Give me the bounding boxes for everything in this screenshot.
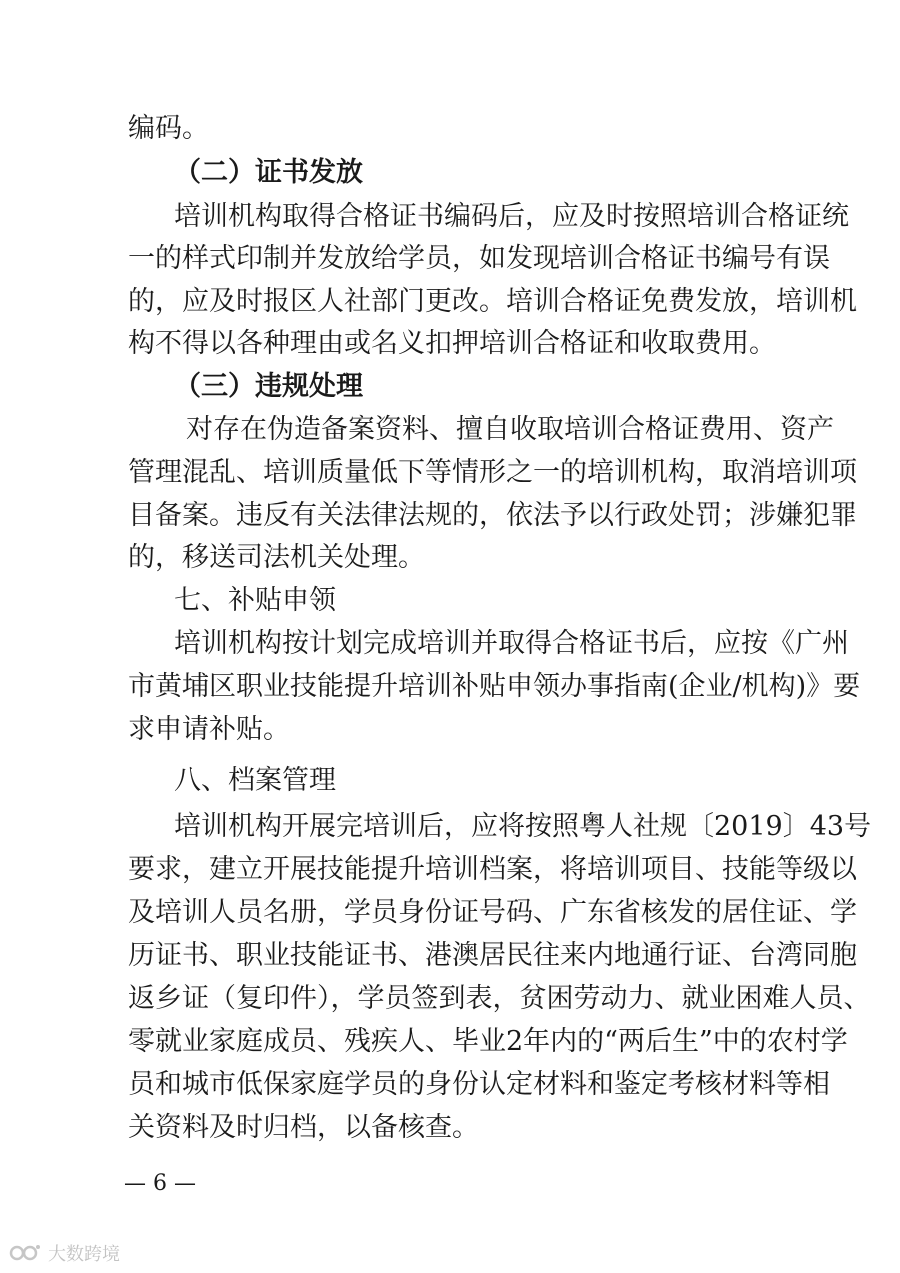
paragraph-line: 要求，建立开展技能提升培训档案，将培训项目、技能等级以 (128, 854, 857, 885)
watermark (8, 1240, 120, 1266)
page-number: — 6 — (124, 1171, 196, 1196)
paragraph-line: 历证书、职业技能证书、港澳居民往来内地通行证、台湾同胞 (128, 940, 857, 971)
section-heading-violation-handling: （三）违规处理 (174, 371, 363, 402)
section-heading-archive-management: 八、档案管理 (174, 765, 336, 796)
paragraph-line: 培训机构开展完培训后，应将按照粤人社规〔2019〕43号 (174, 811, 872, 842)
paragraph-line: 关资料及时归档，以备核查。 (128, 1112, 479, 1143)
section-heading-subsidy-claim: 七、补贴申领 (174, 585, 336, 616)
paragraph-line: 求申请补贴。 (128, 714, 290, 745)
paragraph-line: 员和城市低保家庭学员的身份认定材料和鉴定考核材料等相 (128, 1069, 830, 1100)
paragraph-line: 及培训人员名册，学员身份证号码、广东省核发的居住证、学 (128, 897, 857, 928)
paragraph-line: 市黄埔区职业技能提升培训补贴申领办事指南(企业/机构)》要 (128, 671, 861, 702)
paragraph-line: 培训机构取得合格证书编码后，应及时按照培训合格证统 (174, 201, 849, 232)
watermark-text: 大数跨境 (48, 1244, 120, 1265)
paragraph-line: 编码。 (128, 113, 209, 144)
paragraph-line: 返乡证（复印件），学员签到表，贫困劳动力、就业困难人员、 (128, 983, 871, 1014)
watermark-logo-icon (8, 1242, 42, 1264)
paragraph-line: 零就业家庭成员、残疾人、毕业2年内的“两后生”中的农村学 (128, 1026, 848, 1057)
paragraph-line: 管理混乱、培训质量低下等情形之一的培训机构，取消培训项 (128, 457, 857, 488)
paragraph-line: 的，应及时报区人社部门更改。培训合格证免费发放，培训机 (128, 286, 857, 317)
paragraph-line: 目备案。违反有关法律法规的，依法予以行政处罚；涉嫌犯罪 (128, 500, 857, 531)
paragraph-line: 的，移送司法机关处理。 (128, 542, 425, 573)
paragraph-line: 一的样式印制并发放给学员，如发现培训合格证书编号有误 (128, 243, 830, 274)
section-heading-certificate-issuance: （二）证书发放 (174, 157, 363, 188)
paragraph-line: 构不得以各种理由或名义扣押培训合格证和收取费用。 (128, 328, 776, 359)
paragraph-line: 对存在伪造备案资料、擅自收取培训合格证费用、资产 (186, 414, 834, 445)
paragraph-line: 培训机构按计划完成培训并取得合格证书后，应按《广州 (174, 628, 849, 659)
